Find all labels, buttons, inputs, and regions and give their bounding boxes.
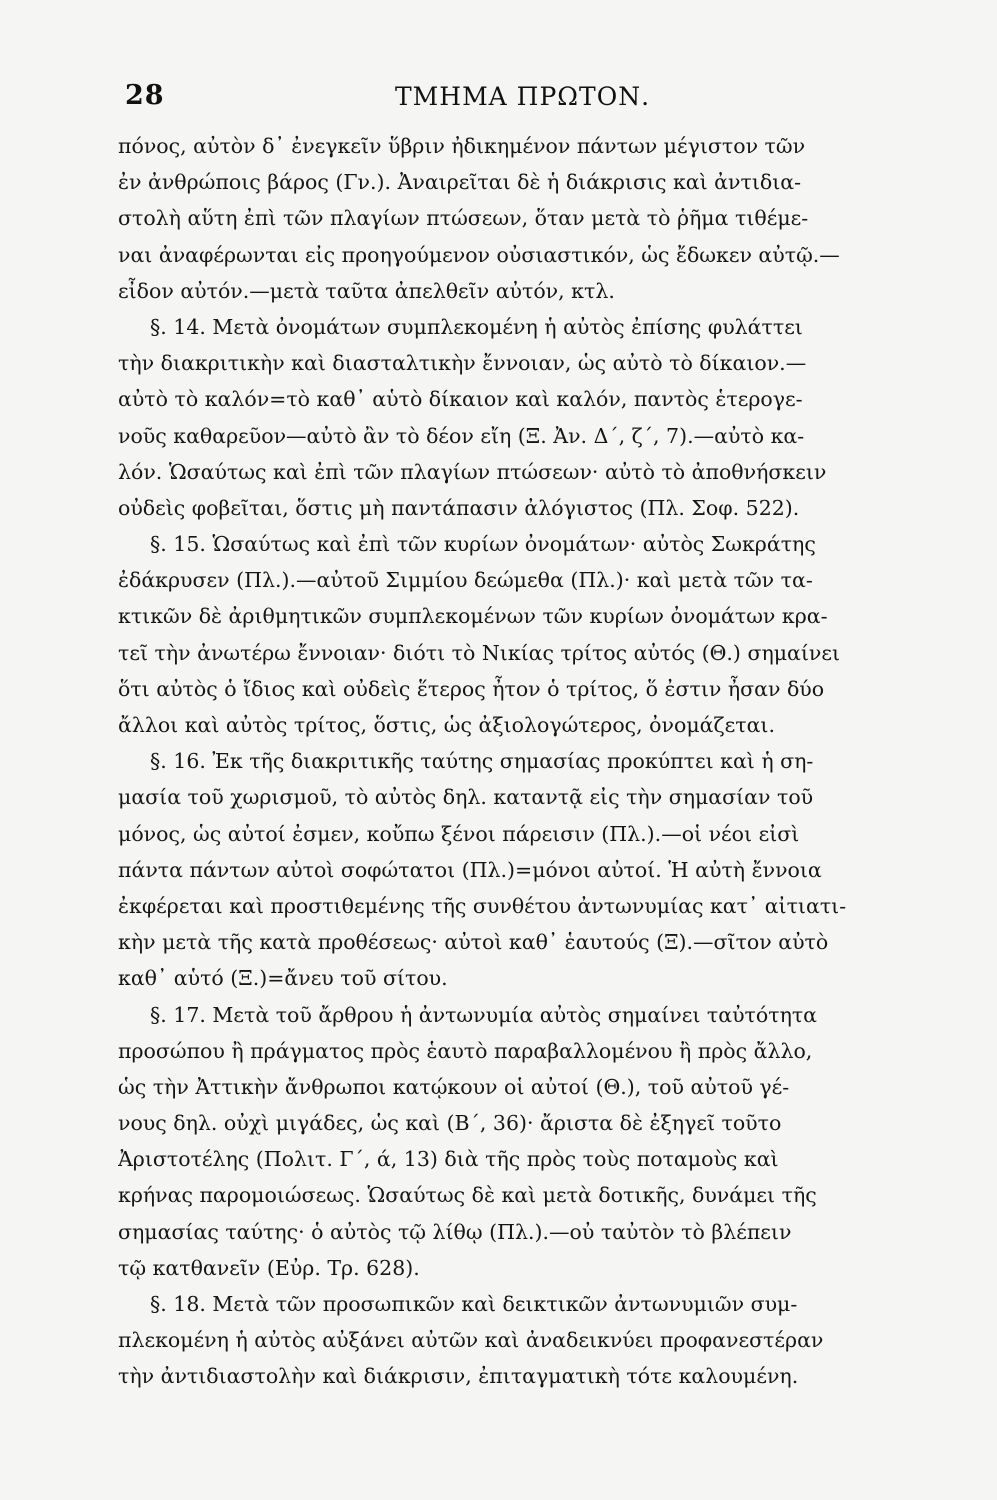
- text-line: κρήνας παρομοιώσεως. Ὡσαύτως δὲ καὶ μετὰ δοτικῆς, δυνάμει τῆς: [118, 1183, 817, 1208]
- text-line: ναι ἀναφέρωνται εἰς προηγούμενον οὐσιαστικόν, ὡς ἔδωκεν αὐτῷ.—: [118, 242, 840, 267]
- text-line: προσώπου ἢ πράγματος πρὸς ἑαυτὸ παραβαλλομένου ἢ πρὸς ἄλλο,: [118, 1038, 813, 1063]
- text-line: πόνος, αὐτὸν δ᾽ ἐνεγκεῖν ὕβριν ἠδικημένον πάντων μέγιστον τῶν: [118, 134, 806, 158]
- text-line: κὴν μετὰ τῆς κατὰ προθέσεως· αὐτοὶ καθ᾽ ἑαυτούς (Ξ).—σῖτον αὐτὸ: [118, 930, 829, 955]
- text-line: Ἀριστοτέλης (Πολιτ. Γ΄, ά, 13) διὰ τῆς πρὸς τοὺς ποταμοὺς καὶ: [118, 1147, 779, 1172]
- text-line: νους δηλ. οὐχὶ μιγάδες, ὡς καὶ (Β΄, 36)· ἄριστα δὲ ἐξηγεῖ τοῦτο: [118, 1111, 782, 1136]
- text-line: μασία τοῦ χωρισμοῦ, τὸ αὐτὸς δηλ. καταντᾷ εἰς τὴν σημασίαν τοῦ: [118, 785, 814, 810]
- text-line: ὡς τὴν Ἀττικὴν ἄνθρωποι κατῴκουν οἱ αὐτοί (Θ.), τοῦ αὐτοῦ γέ-: [118, 1074, 790, 1099]
- text-line: λόν. Ὡσαύτως καὶ ἐπὶ τῶν πλαγίων πτώσεων· αὐτὸ τὸ ἀποθνήσκειν: [118, 459, 827, 484]
- text-line: οὐδεὶς φοβεῖται, ὅστις μὴ παντάπασιν ἀλόγιστος (Πλ. Σοφ. 522).: [118, 495, 800, 520]
- section-17-heading-line: §. 17. Μετὰ τοῦ ἄρθρου ἡ ἀντωνυμία αὐτὸς σημαίνει ταὐτότητα: [150, 1002, 818, 1027]
- text-line: καθ᾽ αὑτό (Ξ.)=ἄνευ τοῦ σίτου.: [118, 966, 448, 991]
- section-15-heading-line: §. 15. Ὡσαύτως καὶ ἐπὶ τῶν κυρίων ὀνομάτων· αὐτὸς Σωκράτης: [150, 532, 816, 557]
- text-line: ὅτι αὐτὸς ὁ ἴδιος καὶ οὐδεὶς ἕτερος ἦτον ὁ τρίτος, ὅ ἐστιν ἦσαν δύο: [118, 676, 825, 701]
- text-line: ἐκφέρεται καὶ προστιθεμένης τῆς συνθέτου ἀντωνυμίας κατ᾽ αἰτιατι-: [118, 893, 847, 918]
- text-line: τῷ κατθανεῖν (Εὐρ. Τρ. 628).: [118, 1255, 420, 1280]
- text-line: ἐν ἀνθρώποις βάρος (Γν.). Ἀναιρεῖται δὲ ἡ διάκρισις καὶ ἀντιδια-: [118, 170, 802, 195]
- text-line: αὐτὸ τὸ καλόν=τὸ καθ᾽ αὑτὸ δίκαιον καὶ καλόν, παντὸς ἑτερογε-: [118, 387, 803, 412]
- text-line: σημασίας ταύτης· ὁ αὐτὸς τῷ λίθῳ (Πλ.).—οὐ ταὐτὸν τὸ βλέπειν: [118, 1219, 792, 1244]
- page-header: [125, 80, 850, 120]
- text-line: πλεκομένη ἡ αὐτὸς αὐξάνει αὐτῶν καὶ ἀναδεικνύει προφανεστέραν: [118, 1328, 824, 1353]
- text-line: τεῖ τὴν ἀνωτέρω ἔννοιαν· διότι τὸ Νικίας τρίτος αὐτός (Θ.) σημαίνει: [118, 640, 841, 665]
- text-line: στολὴ αὕτη ἐπὶ τῶν πλαγίων πτώσεων, ὅταν μετὰ τὸ ῥῆμα τιθέμε-: [118, 206, 809, 231]
- text-line: τὴν ἀντιδιαστολὴν καὶ διάκρισιν, ἐπιταγματικὴ τότε καλουμένη.: [118, 1364, 799, 1389]
- body-text: [118, 128, 936, 1395]
- text-line: εἶδον αὐτόν.—μετὰ ταῦτα ἀπελθεῖν αὐτόν, κτλ.: [118, 278, 615, 303]
- section-16-heading-line: §. 16. Ἐκ τῆς διακριτικῆς ταύτης σημασίας προκύπτει καὶ ἡ ση-: [150, 749, 814, 774]
- text-line: τὴν διακριτικὴν καὶ διασταλτικὴν ἔννοιαν, ὡς αὐτὸ τὸ δίκαιον.—: [118, 351, 807, 376]
- page-number: 28: [125, 80, 165, 111]
- running-head: ΤΜΗΜΑ ΠΡΩΤΟΝ.: [395, 82, 651, 111]
- section-14-heading-line: §. 14. Μετὰ ὀνομάτων συμπλεκομένη ἡ αὐτὸς ἐπίσης φυλάττει: [150, 314, 803, 339]
- text-line: κτικῶν δὲ ἀριθμητικῶν συμπλεκομένων τῶν κυρίων ὀνομάτων κρα-: [118, 604, 828, 629]
- text-line: νοῦς καθαρεῦον—αὐτὸ ἂν τὸ δέον εἴη (Ξ. Ἀν. Δ΄, ζ΄, 7).—αὐτὸ κα-: [118, 423, 805, 448]
- section-18-heading-line: §. 18. Μετὰ τῶν προσωπικῶν καὶ δεικτικῶν ἀντωνυμιῶν συμ-: [150, 1292, 798, 1316]
- text-line: ἐδάκρυσεν (Πλ.).—αὐτοῦ Σιμμίου δεώμεθα (Πλ.)· καὶ μετὰ τῶν τα-: [118, 568, 813, 593]
- text-line: μόνος, ὡς αὐτοί ἐσμεν, κοὔπω ξένοι πάρεισιν (Πλ.).—οἱ νέοι εἰσὶ: [118, 821, 800, 846]
- text-line: πάντα πάντων αὐτοὶ σοφώτατοι (Πλ.)=μόνοι αὐτοί. Ἡ αὐτὴ ἔννοια: [118, 857, 822, 882]
- text-line: ἄλλοι καὶ αὐτὸς τρίτος, ὅστις, ὡς ἀξιολογώτερος, ὀνομάζεται.: [118, 713, 775, 737]
